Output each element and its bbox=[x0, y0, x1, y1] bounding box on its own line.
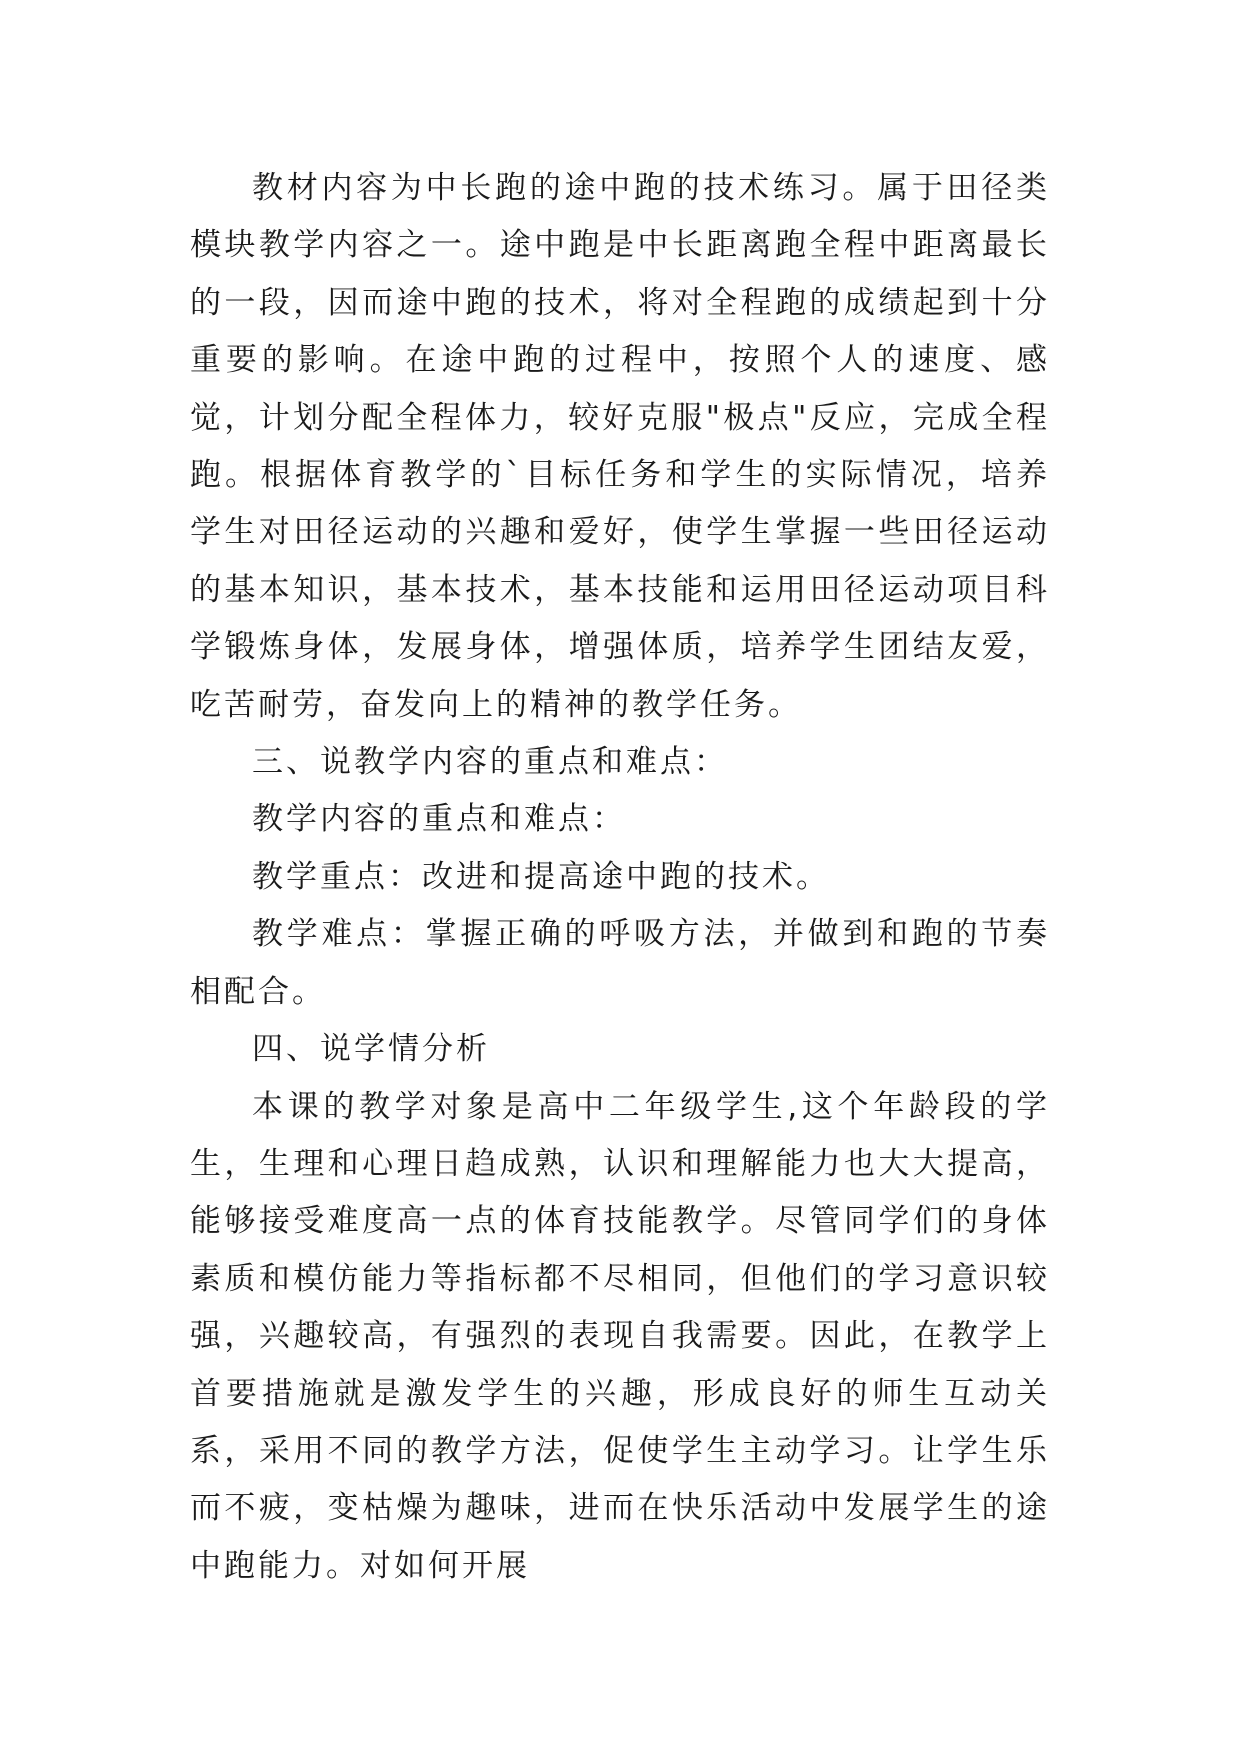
paragraph-teaching-focus: 教学重点：改进和提高途中跑的技术。 bbox=[252, 858, 830, 895]
section-heading-key-points: 三、说教学内容的重点和难点： bbox=[252, 744, 728, 781]
paragraph-course-content: 教材内容为中长跑的途中跑的技术练习。属于田径类模块教学内容之一。途中跑是中长距离跑全程中距离最长的一段，因而途中跑的技术，将对全程跑的成绩起到十分重要的影响。在途中跑的过程中，按照个人的速度、感觉，计划分配全程体力，较好克服"极点"反应，完成全程跑。根据体育教学的`目标任务和学生的实际情况，培养学生对田径运动的兴趣和爱好，使学生掌握一些田径运动的基本知识，基本技术，基本技能和运用田径运动项目科学锻炼身体，发展身体，增强体质，培养学生团结友爱，吃苦耐劳，奋发向上的精神的教学任务。 bbox=[190, 170, 1050, 723]
paragraph-teaching-difficulty: 教学难点：掌握正确的呼吸方法，并做到和跑的节奏相配合。 bbox=[190, 916, 1050, 1010]
section-heading-student-analysis: 四、说学情分析 bbox=[252, 1031, 490, 1068]
paragraph-key-points-intro: 教学内容的重点和难点： bbox=[252, 801, 626, 838]
document-body bbox=[190, 160, 1050, 1595]
paragraph-student-analysis: 本课的教学对象是高中二年级学生,这个年龄段的学生，生理和心理日趋成熟，认识和理解能力也大大提高，能够接受难度高一点的体育技能教学。尽管同学们的身体素质和模仿能力等指标都不尽相同，但他们的学习意识较强，兴趣较高，有强烈的表现自我需要。因此，在教学上首要措施就是激发学生的兴趣，形成良好的师生互动关系，采用不同的教学方法，促使学生主动学习。让学生乐而不疲，变枯燥为趣味，进而在快乐活动中发展学生的途中跑能力。对如何开展 bbox=[190, 1088, 1050, 1584]
